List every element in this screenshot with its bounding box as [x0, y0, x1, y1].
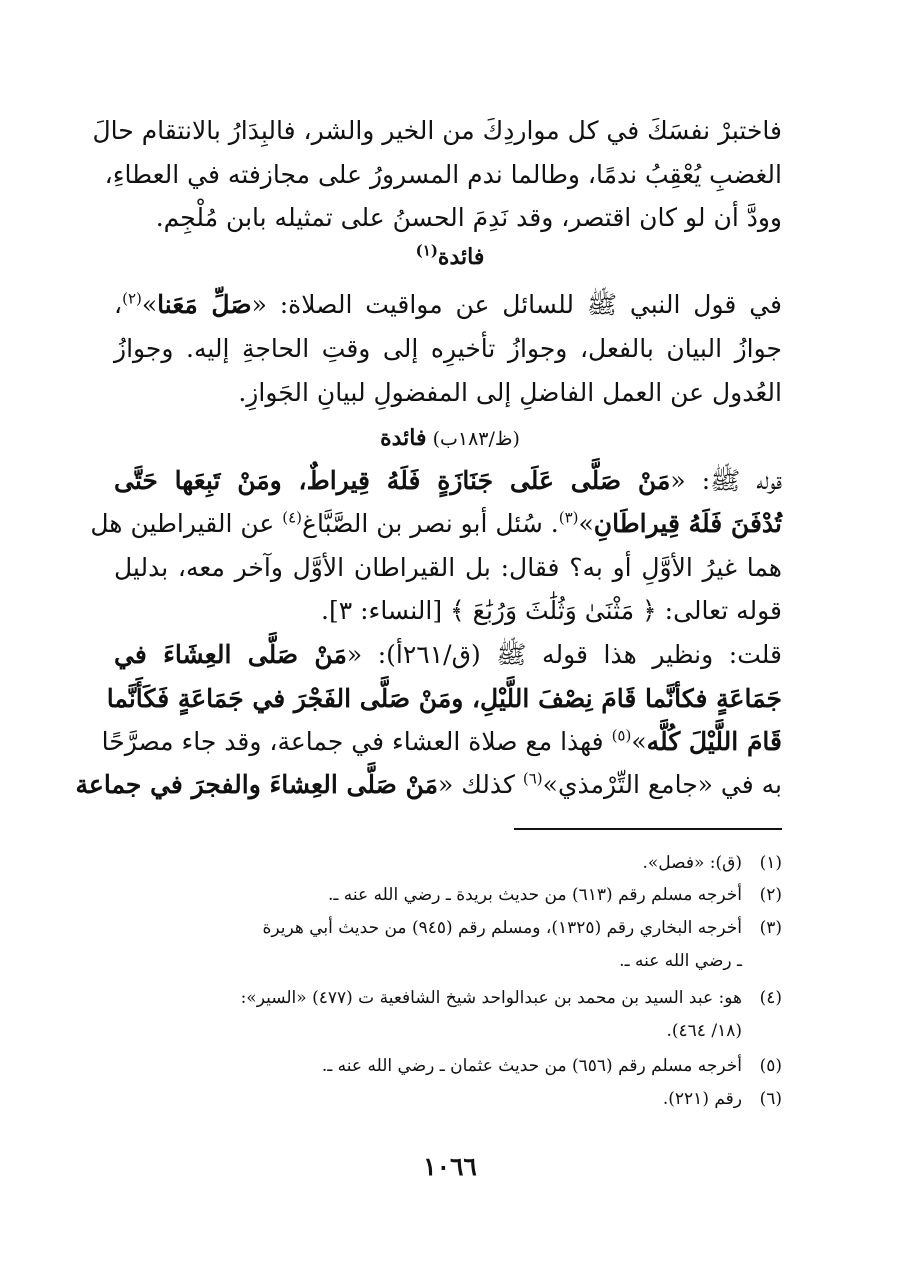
text-line: في قول النبي ﷺ للسائل عن مواقيت الصلاة: «صَلِّ مَعَنا»$^{(٢)}$، [114, 289, 782, 319]
section-heading [0, 424, 900, 453]
hadith-text: مَنْ صَلَّى العِشاءَ والفجرَ في جماعة [75, 770, 438, 799]
text-line: تُدْفَنَ فَلَهُ قِيراطَانِ»$^{(٣)}$. سُئل أبو نصر بن الصَّبَّاغ$^{(٤)}$ عن القيراطين هل [90, 508, 782, 538]
text-line: به في «جامع التِّرْمذي»$^{(٦)}$ كذلك «مَنْ صَلَّى العِشاءَ والفجرَ في جماعة [75, 769, 782, 799]
text-line: جوازُ البيان بالفعل، وجوازُ تأخيرِه إلى وقتِ الحاجةِ إليه. وجوازُ [114, 334, 782, 363]
footnote: (٦)رقم (٢٢١). [114, 1086, 782, 1112]
text-line: وودَّ أن لو كان اقتصر، وقد نَدِمَ الحسنُ على تمثيله بابن مُلْجِم. [155, 203, 782, 232]
footnote-ref: (٥) [611, 726, 632, 745]
hadith-text: جَمَاعَةٍ فكأنَّما قَامَ نِصْفَ اللَّيْلِ، ومَنْ صَلَّى الفَجْرَ في جَمَاعَةٍ فَكَأَنَّما [106, 684, 782, 713]
footnote-continuation: ـ رضي الله عنه ـ. [619, 951, 742, 971]
footnote: (٤)هو: عبد السيد بن محمد بن عبدالواحد شيخ الشافعية ت (٤٧٧) «السير»: [114, 985, 782, 1011]
footnote-separator [514, 828, 782, 830]
footnote: (٢)أخرجه مسلم رقم (٦١٣) من حديث بريدة ـ رضي الله عنه ـ. [114, 882, 782, 908]
hadith-text: مَنْ صَلَّى العِشَاءَ في [114, 640, 347, 669]
page-number: ١٠٦٦ [423, 1152, 477, 1181]
heading-text: فائدة [437, 244, 485, 270]
hadith-text: صَلِّ مَعَنا [157, 290, 252, 319]
text-line: الغضبِ يُعْقِبُ ندمًا، وطالما ندم المسرورُ على مجازفته في العطاءِ، [104, 160, 782, 189]
footnote-number: (٣) [759, 918, 782, 938]
footnote-ref: (٤) [282, 508, 303, 527]
text-line: هما غيرُ الأوَّلِ أو به؟ فقال: بل القيراطان الأوَّل وآخر معه، بدليل [114, 553, 782, 582]
footnote-ref: (١) [415, 241, 438, 260]
footnote: (١)(ق): «فصل». [114, 850, 782, 876]
text-line [106, 684, 782, 714]
text-line: العُدول عن العمل الفاضلِ إلى المفضولِ لبيانِ الجَوازِ. [238, 378, 782, 407]
text-line: قوله تعالى: ﴿ مَثْنَىٰ وَثُلَٰثَ وَرُبَٰعَ ﴾ [النساء: ٣]. [321, 596, 782, 625]
section-heading [0, 242, 900, 272]
footnote-number: (٦) [759, 1089, 782, 1109]
manuscript-marker: (ظ/١٨٣ب) [432, 428, 520, 450]
text-line: قلت: ونظير هذا قوله ﷺ (ق/٢٦١أ): «مَنْ صَلَّى العِشَاءَ في [114, 640, 782, 669]
heading-text: فائدة [380, 425, 427, 451]
hadith-text: قَامَ اللَّيْلَ كُلَّه [646, 727, 782, 756]
footnote-number: (٥) [759, 1056, 782, 1076]
footnote-ref: (٢) [122, 289, 142, 308]
footnote: (٣)أخرجه البخاري رقم (١٣٢٥)، ومسلم رقم (٩٤٥) من حديث أبي هريرة [114, 915, 782, 941]
text-line: قوله ﷺ: «مَنْ صَلَّى عَلَى جَنَازَةٍ فَلَهُ قِيراطٌ، ومَنْ تَبِعَها حَتَّى [114, 466, 783, 495]
text-line: فاختبرْ نفسَكَ في كل مواردِكَ من الخير والشر، فالبِدَارُ بالانتقام حالَ [92, 116, 782, 145]
footnote-ref: (٣) [558, 508, 579, 527]
footnote-number: (٤) [759, 988, 782, 1008]
footnote-ref: (٦) [522, 769, 543, 788]
footnote: (٥)أخرجه مسلم رقم (٦٥٦) من حديث عثمان ـ رضي الله عنه ـ. [114, 1053, 782, 1079]
footnote-number: (١) [759, 853, 782, 873]
text-line: قَامَ اللَّيْلَ كُلَّه»$^{(٥)}$ فهذا مع صلاة العشاء في جماعة، وقد جاء مصرَّحًا [101, 726, 782, 756]
hadith-text: مَنْ صَلَّى عَلَى جَنَازَةٍ فَلَهُ قِيراطٌ، ومَنْ تَبِعَها حَتَّى [114, 466, 671, 495]
footnote-number: (٢) [759, 885, 782, 905]
hadith-text: تُدْفَنَ فَلَهُ قِيراطَانِ [593, 509, 782, 538]
footnote-continuation: (١٨/ ٤٦٤). [666, 1021, 742, 1041]
